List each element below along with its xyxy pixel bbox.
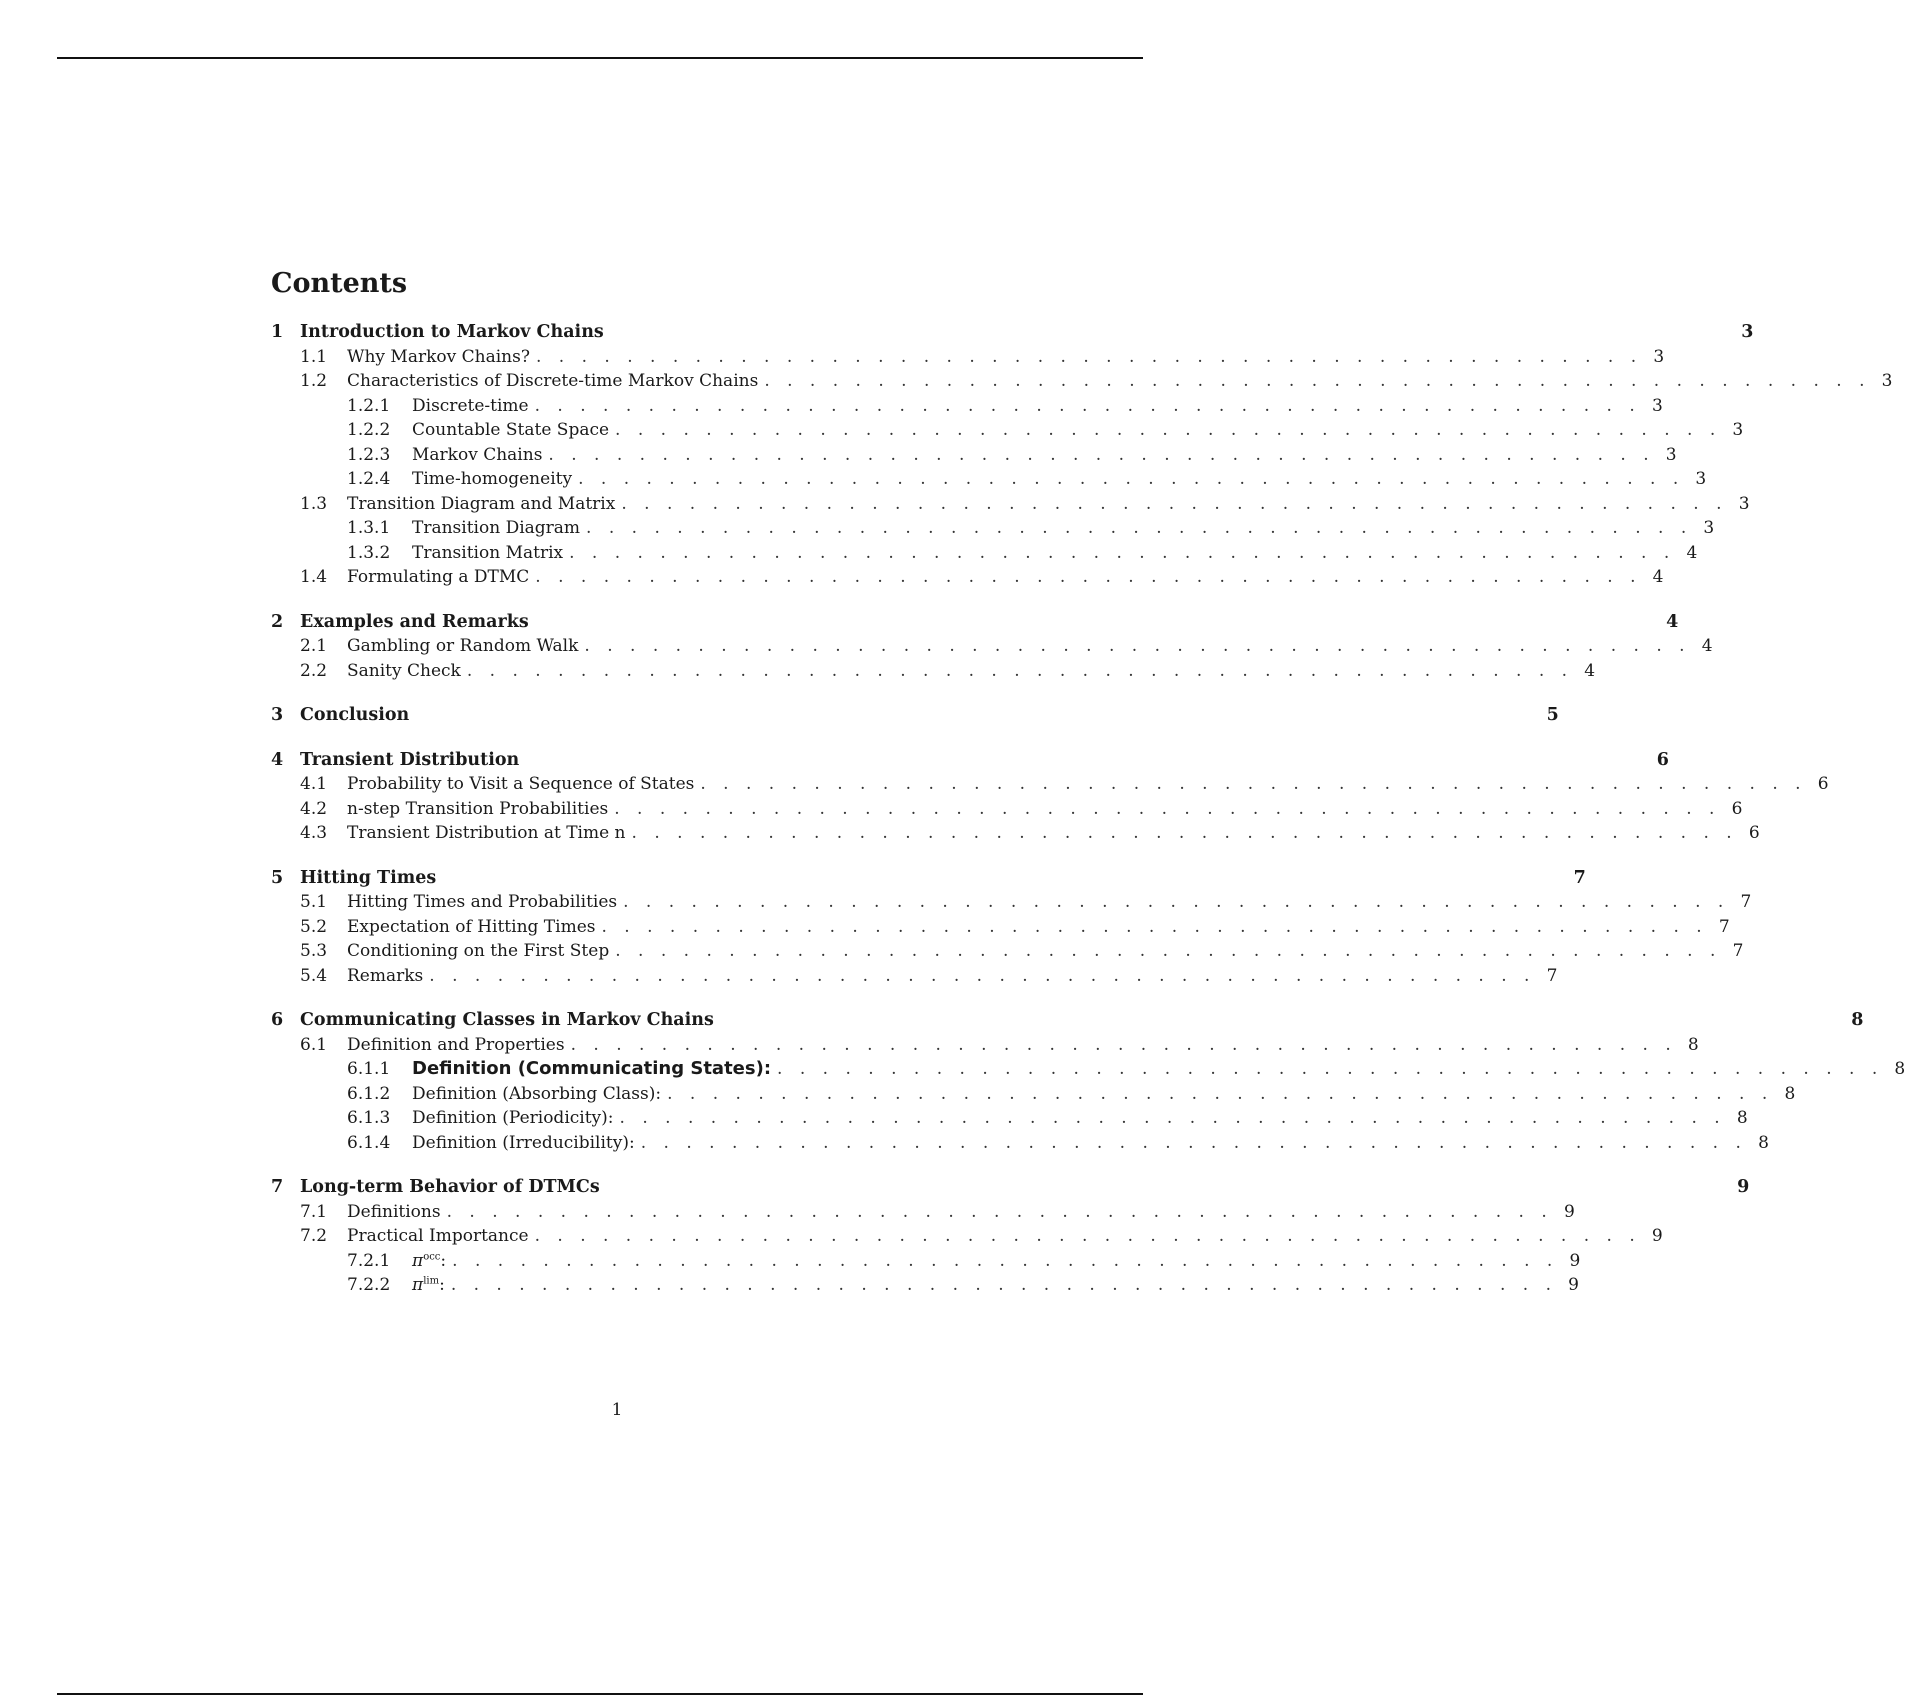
toc-page: 7 xyxy=(1546,965,1558,986)
toc-entry-subsubsection[interactable] xyxy=(271,1131,1769,1156)
toc-number: 3 xyxy=(271,705,284,725)
toc-page: 4 xyxy=(1652,567,1664,587)
toc-page: 3 xyxy=(1738,493,1750,514)
toc-entry-subsubsection[interactable] xyxy=(271,1106,1748,1131)
toc-number: 5.4 xyxy=(300,965,328,986)
table-of-contents xyxy=(271,320,1905,1318)
toc-number: 7.2.2 xyxy=(347,1275,391,1295)
toc-number: 5.1 xyxy=(300,892,328,912)
toc-label-text: π xyxy=(412,1275,424,1295)
toc-label-text: Practical Importance xyxy=(347,1226,529,1246)
toc-page: 3 xyxy=(1665,444,1677,465)
page-number: 1 xyxy=(611,1400,623,1420)
toc-leader: . . . . . . . . . . . . . . . . . . . . . . . . . . . . . . . . . . . . . . . . . . . . . . . . . xyxy=(615,941,1722,961)
toc-entry-section[interactable] xyxy=(271,1033,1699,1058)
toc-label-text: Characteristics of Discrete-time Markov Chains xyxy=(347,371,759,391)
toc-leader: . . . . . . . . . . . . . . . . . . . . . . . . . . . . . . . . . . . . . . . . . . . . . . . . . xyxy=(446,1201,1553,1222)
toc-number: 1.2.3 xyxy=(347,444,391,465)
bottom-rule xyxy=(57,1693,1143,1695)
toc-label-text: n-step Transition Probabilities xyxy=(347,798,609,819)
toc-label-text: π xyxy=(412,1250,424,1271)
toc-label xyxy=(412,443,542,468)
toc-page: 7 xyxy=(1732,941,1744,961)
toc-leader: . . . . . . . . . . . . . . . . . . . . . . . . . . . . . . . . . . . . . . . . . . . . . . . . . xyxy=(535,567,1642,587)
toc-label: Examples and Remarks xyxy=(300,611,529,632)
toc-page: 5 xyxy=(1546,705,1559,725)
toc-leader: . . . . . . . . . . . . . . . . . . . . . . . . . . . . . . . . . . . . . . . . . . . . . . . . . xyxy=(548,444,1655,465)
toc-label-text: Conditioning on the First Step xyxy=(347,941,610,961)
toc-entry-section[interactable] xyxy=(271,659,1596,684)
toc-entry-section[interactable] xyxy=(271,939,1744,964)
toc-page: 3 xyxy=(1703,518,1715,538)
toc-entry-section[interactable] xyxy=(271,634,1713,659)
toc-leader: . . . . . . . . . . . . . . . . . . . . . . . . . . . . . . . . . . . . . . . . . . . . . . . . . xyxy=(621,493,1728,514)
toc-label-text: Definition and Properties xyxy=(347,1034,565,1055)
toc-leader: . . . . . . . . . . . . . . . . . . . . . . . . . . . . . . . . . . . . . . . . . . . . . . . . . xyxy=(619,1108,1726,1128)
toc-leader: . . . . . . . . . . . . . . . . . . . . . . . . . . . . . . . . . . . . . . . . . . . . . . . . . xyxy=(586,518,1693,538)
toc-label: Communicating Classes in Markov Chains xyxy=(300,1010,714,1030)
toc-label-text: Transition Matrix xyxy=(412,542,564,563)
toc-entry-subsubsection[interactable] xyxy=(271,1057,1905,1082)
toc-label-text: Formulating a DTMC xyxy=(347,567,530,587)
toc-number: 6.1.1 xyxy=(347,1059,391,1079)
toc-entry-subsubsection[interactable] xyxy=(271,418,1744,443)
toc-label: Introduction to Markov Chains xyxy=(300,322,604,342)
toc-label-superscript: lim xyxy=(423,1275,440,1287)
toc-entry-chapter[interactable] xyxy=(271,610,1679,635)
toc-leader: . . . . . . . . . . . . . . . . . . . . . . . . . . . . . . . . . . . . . . . . . . . . . . . . . xyxy=(601,916,1708,937)
toc-page: 3 xyxy=(1695,469,1707,489)
toc-number: 6.1 xyxy=(300,1034,328,1055)
toc-page: 9 xyxy=(1568,1275,1579,1295)
toc-label xyxy=(412,516,580,541)
toc-page: 4 xyxy=(1584,660,1596,681)
toc-number: 4.3 xyxy=(300,823,328,843)
toc-label xyxy=(347,890,617,915)
toc-label xyxy=(347,492,615,517)
toc-number: 7 xyxy=(271,1177,284,1197)
toc-number: 1.1 xyxy=(300,346,328,367)
toc-label xyxy=(412,1057,771,1082)
toc-leader: . . . . . . . . . . . . . . . . . . . . . . . . . . . . . . . . . . . . . . . . . . . . . . . . . xyxy=(570,1034,1677,1055)
toc-entry-subsubsection[interactable] xyxy=(271,443,1677,468)
toc-label-text: Definition (Communicating States): xyxy=(412,1058,772,1079)
toc-label-text: Expectation of Hitting Times xyxy=(347,916,596,937)
toc-label-text: Gambling or Random Walk xyxy=(347,636,579,656)
toc-entry-chapter[interactable] xyxy=(271,1175,1750,1200)
toc-page: 8 xyxy=(1894,1059,1905,1079)
top-rule xyxy=(57,57,1143,59)
toc-label: Transient Distribution xyxy=(300,749,520,770)
toc-number: 1.2.1 xyxy=(347,395,391,416)
toc-page: 8 xyxy=(1758,1132,1769,1153)
toc-number: 4 xyxy=(271,749,284,770)
toc-page: 9 xyxy=(1563,1201,1575,1222)
toc-entry-subsubsection[interactable] xyxy=(271,394,1663,419)
toc-page: 8 xyxy=(1736,1108,1748,1128)
toc-leader: . . . . . . . . . . . . . . . . . . . . . . . . . . . . . . . . . . . . . . . . . . . . . . . . . xyxy=(534,1226,1641,1246)
toc-number: 1.4 xyxy=(300,567,328,587)
toc-page: 7 xyxy=(1573,867,1586,888)
toc-leader: . . . . . . . . . . . . . . . . . . . . . . . . . . . . . . . . . . . . . . . . . . . . . . . . . xyxy=(777,1059,1884,1079)
toc-page: 3 xyxy=(1653,346,1665,367)
toc-label-text: Transient Distribution at Time n xyxy=(347,823,626,843)
toc-page: 6 xyxy=(1656,749,1669,770)
toc-entry-subsubsection[interactable] xyxy=(271,467,1707,492)
toc-page: 9 xyxy=(1737,1177,1750,1197)
toc-label xyxy=(347,1033,565,1058)
toc-entry-subsubsection[interactable] xyxy=(271,1249,1581,1274)
toc-number: 2.1 xyxy=(300,636,328,656)
toc-leader: . . . . . . . . . . . . . . . . . . . . . . . . . . . . . . . . . . . . . . . . . . . . . . . . . xyxy=(534,395,1641,416)
toc-leader: . . . . . . . . . . . . . . . . . . . . . . . . . . . . . . . . . . . . . . . . . . . . . . . . . xyxy=(764,371,1871,391)
toc-page: 9 xyxy=(1569,1250,1581,1271)
toc-number: 4.2 xyxy=(300,798,328,819)
toc-number: 1 xyxy=(271,322,284,342)
toc-chapter xyxy=(271,1175,1750,1298)
toc-label xyxy=(347,1200,441,1225)
toc-number: 5 xyxy=(271,867,284,888)
toc-number: 1.3.1 xyxy=(347,518,391,538)
toc-chapter xyxy=(271,748,1829,846)
toc-entry-subsubsection[interactable] xyxy=(271,541,1698,566)
toc-label: Conclusion xyxy=(300,705,410,725)
toc-entry-section[interactable] xyxy=(271,964,1558,989)
toc-number: 7.1 xyxy=(300,1201,328,1222)
toc-entry-chapter[interactable] xyxy=(271,748,1669,773)
toc-entry-section[interactable] xyxy=(271,345,1665,370)
toc-label xyxy=(412,1249,446,1274)
toc-leader: . . . . . . . . . . . . . . . . . . . . . . . . . . . . . . . . . . . . . . . . . . . . . . . . . xyxy=(631,823,1738,843)
toc-number: 6.1.3 xyxy=(347,1108,391,1128)
toc-entry-chapter[interactable] xyxy=(271,866,1586,891)
toc-page: 6 xyxy=(1817,774,1829,794)
toc-leader: . . . . . . . . . . . . . . . . . . . . . . . . . . . . . . . . . . . . . . . . . . . . . . . . . xyxy=(452,1250,1559,1271)
toc-number: 1.2.4 xyxy=(347,469,391,489)
toc-leader: . . . . . . . . . . . . . . . . . . . . . . . . . . . . . . . . . . . . . . . . . . . . . . . . . xyxy=(623,892,1730,912)
toc-leader: . . . . . . . . . . . . . . . . . . . . . . . . . . . . . . . . . . . . . . . . . . . . . . . . . xyxy=(614,798,1721,819)
toc-label-text: Probability to Visit a Sequence of States xyxy=(347,774,695,794)
toc-label-suffix: : xyxy=(439,1275,445,1295)
toc-label-text: Transition Diagram xyxy=(412,518,581,538)
toc-page: 8 xyxy=(1784,1083,1796,1104)
toc-leader: . . . . . . . . . . . . . . . . . . . . . . . . . . . . . . . . . . . . . . . . . . . . . . . . . xyxy=(578,469,1685,489)
toc-entry-section[interactable] xyxy=(271,772,1829,797)
toc-leader: . . . . . . . . . . . . . . . . . . . . . . . . . . . . . . . . . . . . . . . . . . . . . . . . . xyxy=(667,1083,1774,1104)
toc-label: Hitting Times xyxy=(300,867,437,888)
toc-number: 1.2 xyxy=(300,371,328,391)
toc-label-text: Countable State Space xyxy=(412,420,610,440)
toc-label xyxy=(347,772,694,797)
toc-page: 4 xyxy=(1686,542,1698,563)
toc-label xyxy=(347,821,626,846)
toc-entry-section[interactable] xyxy=(271,1224,1663,1249)
toc-label xyxy=(347,369,758,394)
toc-entry-subsubsection[interactable] xyxy=(271,1082,1796,1107)
toc-label xyxy=(412,541,563,566)
toc-entry-chapter[interactable] xyxy=(271,703,1559,728)
toc-label-text: Definitions xyxy=(347,1201,441,1222)
toc-number: 7.2.1 xyxy=(347,1250,391,1271)
toc-chapter xyxy=(271,320,1893,590)
toc-entry-subsubsection[interactable] xyxy=(271,1273,1579,1298)
page-title: Contents xyxy=(271,268,408,299)
toc-page: 8 xyxy=(1851,1010,1864,1030)
toc-page: 3 xyxy=(1651,395,1663,416)
toc-chapter xyxy=(271,610,1713,684)
toc-page: 3 xyxy=(1732,420,1744,440)
toc-label xyxy=(347,634,578,659)
toc-label xyxy=(412,418,609,443)
toc-label xyxy=(412,1131,635,1156)
toc-number: 6.1.2 xyxy=(347,1083,391,1104)
toc-page: 6 xyxy=(1731,798,1743,819)
toc-label-text: Discrete-time xyxy=(412,395,529,416)
toc-number: 2 xyxy=(271,611,284,632)
toc-number: 6 xyxy=(271,1010,284,1030)
toc-label-text: Why Markov Chains? xyxy=(347,346,530,367)
toc-number: 6.1.4 xyxy=(347,1132,391,1153)
toc-number: 7.2 xyxy=(300,1226,328,1246)
toc-label-text: Transition Diagram and Matrix xyxy=(347,493,616,514)
toc-page: 4 xyxy=(1666,611,1679,632)
toc-number: 1.3.2 xyxy=(347,542,391,563)
toc-label xyxy=(347,915,596,940)
toc-entry-section[interactable] xyxy=(271,915,1730,940)
toc-leader: . . . . . . . . . . . . . . . . . . . . . . . . . . . . . . . . . . . . . . . . . . . . . . . . . xyxy=(450,1275,1557,1295)
toc-page: 3 xyxy=(1741,322,1754,342)
toc-number: 2.2 xyxy=(300,660,328,681)
toc-label xyxy=(412,394,529,419)
toc-number: 5.2 xyxy=(300,916,328,937)
toc-number: 4.1 xyxy=(300,774,328,794)
toc-page: 9 xyxy=(1651,1226,1663,1246)
toc-label-text: Definition (Periodicity): xyxy=(412,1108,614,1128)
toc-entry-section[interactable] xyxy=(271,492,1750,517)
toc-page: 3 xyxy=(1881,371,1893,391)
toc-entry-section[interactable] xyxy=(271,565,1664,590)
toc-label xyxy=(347,964,423,989)
toc-label xyxy=(347,565,529,590)
toc-leader: . . . . . . . . . . . . . . . . . . . . . . . . . . . . . . . . . . . . . . . . . . . . . . . . . xyxy=(584,636,1691,656)
toc-label-text: Remarks xyxy=(347,965,424,986)
toc-label-suffix: : xyxy=(440,1250,447,1271)
toc-chapter xyxy=(271,866,1752,989)
toc-entry-chapter[interactable] xyxy=(271,320,1754,345)
toc-page: 8 xyxy=(1687,1034,1699,1055)
toc-leader: . . . . . . . . . . . . . . . . . . . . . . . . . . . . . . . . . . . . . . . . . . . . . . . . . xyxy=(466,660,1574,681)
toc-number: 1.2.2 xyxy=(347,420,391,440)
toc-leader: . . . . . . . . . . . . . . . . . . . . . . . . . . . . . . . . . . . . . . . . . . . . . . . . . xyxy=(700,774,1807,794)
toc-label xyxy=(412,467,572,492)
toc-label xyxy=(347,797,608,822)
toc-page: 7 xyxy=(1740,892,1752,912)
toc-leader: . . . . . . . . . . . . . . . . . . . . . . . . . . . . . . . . . . . . . . . . . . . . . . . . . xyxy=(429,965,1536,986)
toc-label-text: Sanity Check xyxy=(347,660,461,681)
toc-leader: . . . . . . . . . . . . . . . . . . . . . . . . . . . . . . . . . . . . . . . . . . . . . . . . . xyxy=(535,346,1643,367)
toc-entry-section[interactable] xyxy=(271,369,1893,394)
toc-leader: . . . . . . . . . . . . . . . . . . . . . . . . . . . . . . . . . . . . . . . . . . . . . . . . . xyxy=(640,1132,1747,1153)
toc-entry-subsubsection[interactable] xyxy=(271,516,1715,541)
toc-label xyxy=(347,659,461,684)
toc-page: 6 xyxy=(1748,823,1760,843)
toc-entry-section[interactable] xyxy=(271,797,1743,822)
toc-chapter xyxy=(271,703,1559,728)
toc-entry-section[interactable] xyxy=(271,890,1752,915)
toc-label xyxy=(347,345,530,370)
toc-leader: . . . . . . . . . . . . . . . . . . . . . . . . . . . . . . . . . . . . . . . . . . . . . . . . . xyxy=(615,420,1722,440)
toc-label: Long-term Behavior of DTMCs xyxy=(300,1177,600,1197)
toc-label-text: Hitting Times and Probabilities xyxy=(347,892,618,912)
toc-entry-section[interactable] xyxy=(271,821,1760,846)
toc-label xyxy=(412,1273,445,1298)
toc-label xyxy=(412,1106,614,1131)
toc-label-text: Time-homogeneity xyxy=(412,469,573,489)
toc-label-text: Markov Chains xyxy=(412,444,543,465)
toc-label xyxy=(412,1082,661,1107)
toc-label xyxy=(347,939,609,964)
toc-number: 5.3 xyxy=(300,941,328,961)
toc-label-text: Definition (Absorbing Class): xyxy=(412,1083,662,1104)
toc-label-text: Definition (Irreducibility): xyxy=(412,1132,635,1153)
toc-entry-section[interactable] xyxy=(271,1200,1575,1225)
toc-entry-chapter[interactable] xyxy=(271,1008,1864,1033)
toc-page: 4 xyxy=(1701,636,1713,656)
toc-chapter xyxy=(271,1008,1905,1155)
toc-label-superscript: occ xyxy=(423,1250,441,1262)
toc-leader: . . . . . . . . . . . . . . . . . . . . . . . . . . . . . . . . . . . . . . . . . . . . . . . . . xyxy=(569,542,1676,563)
toc-label xyxy=(347,1224,529,1249)
toc-page: 7 xyxy=(1718,916,1730,937)
toc-number: 1.3 xyxy=(300,493,328,514)
